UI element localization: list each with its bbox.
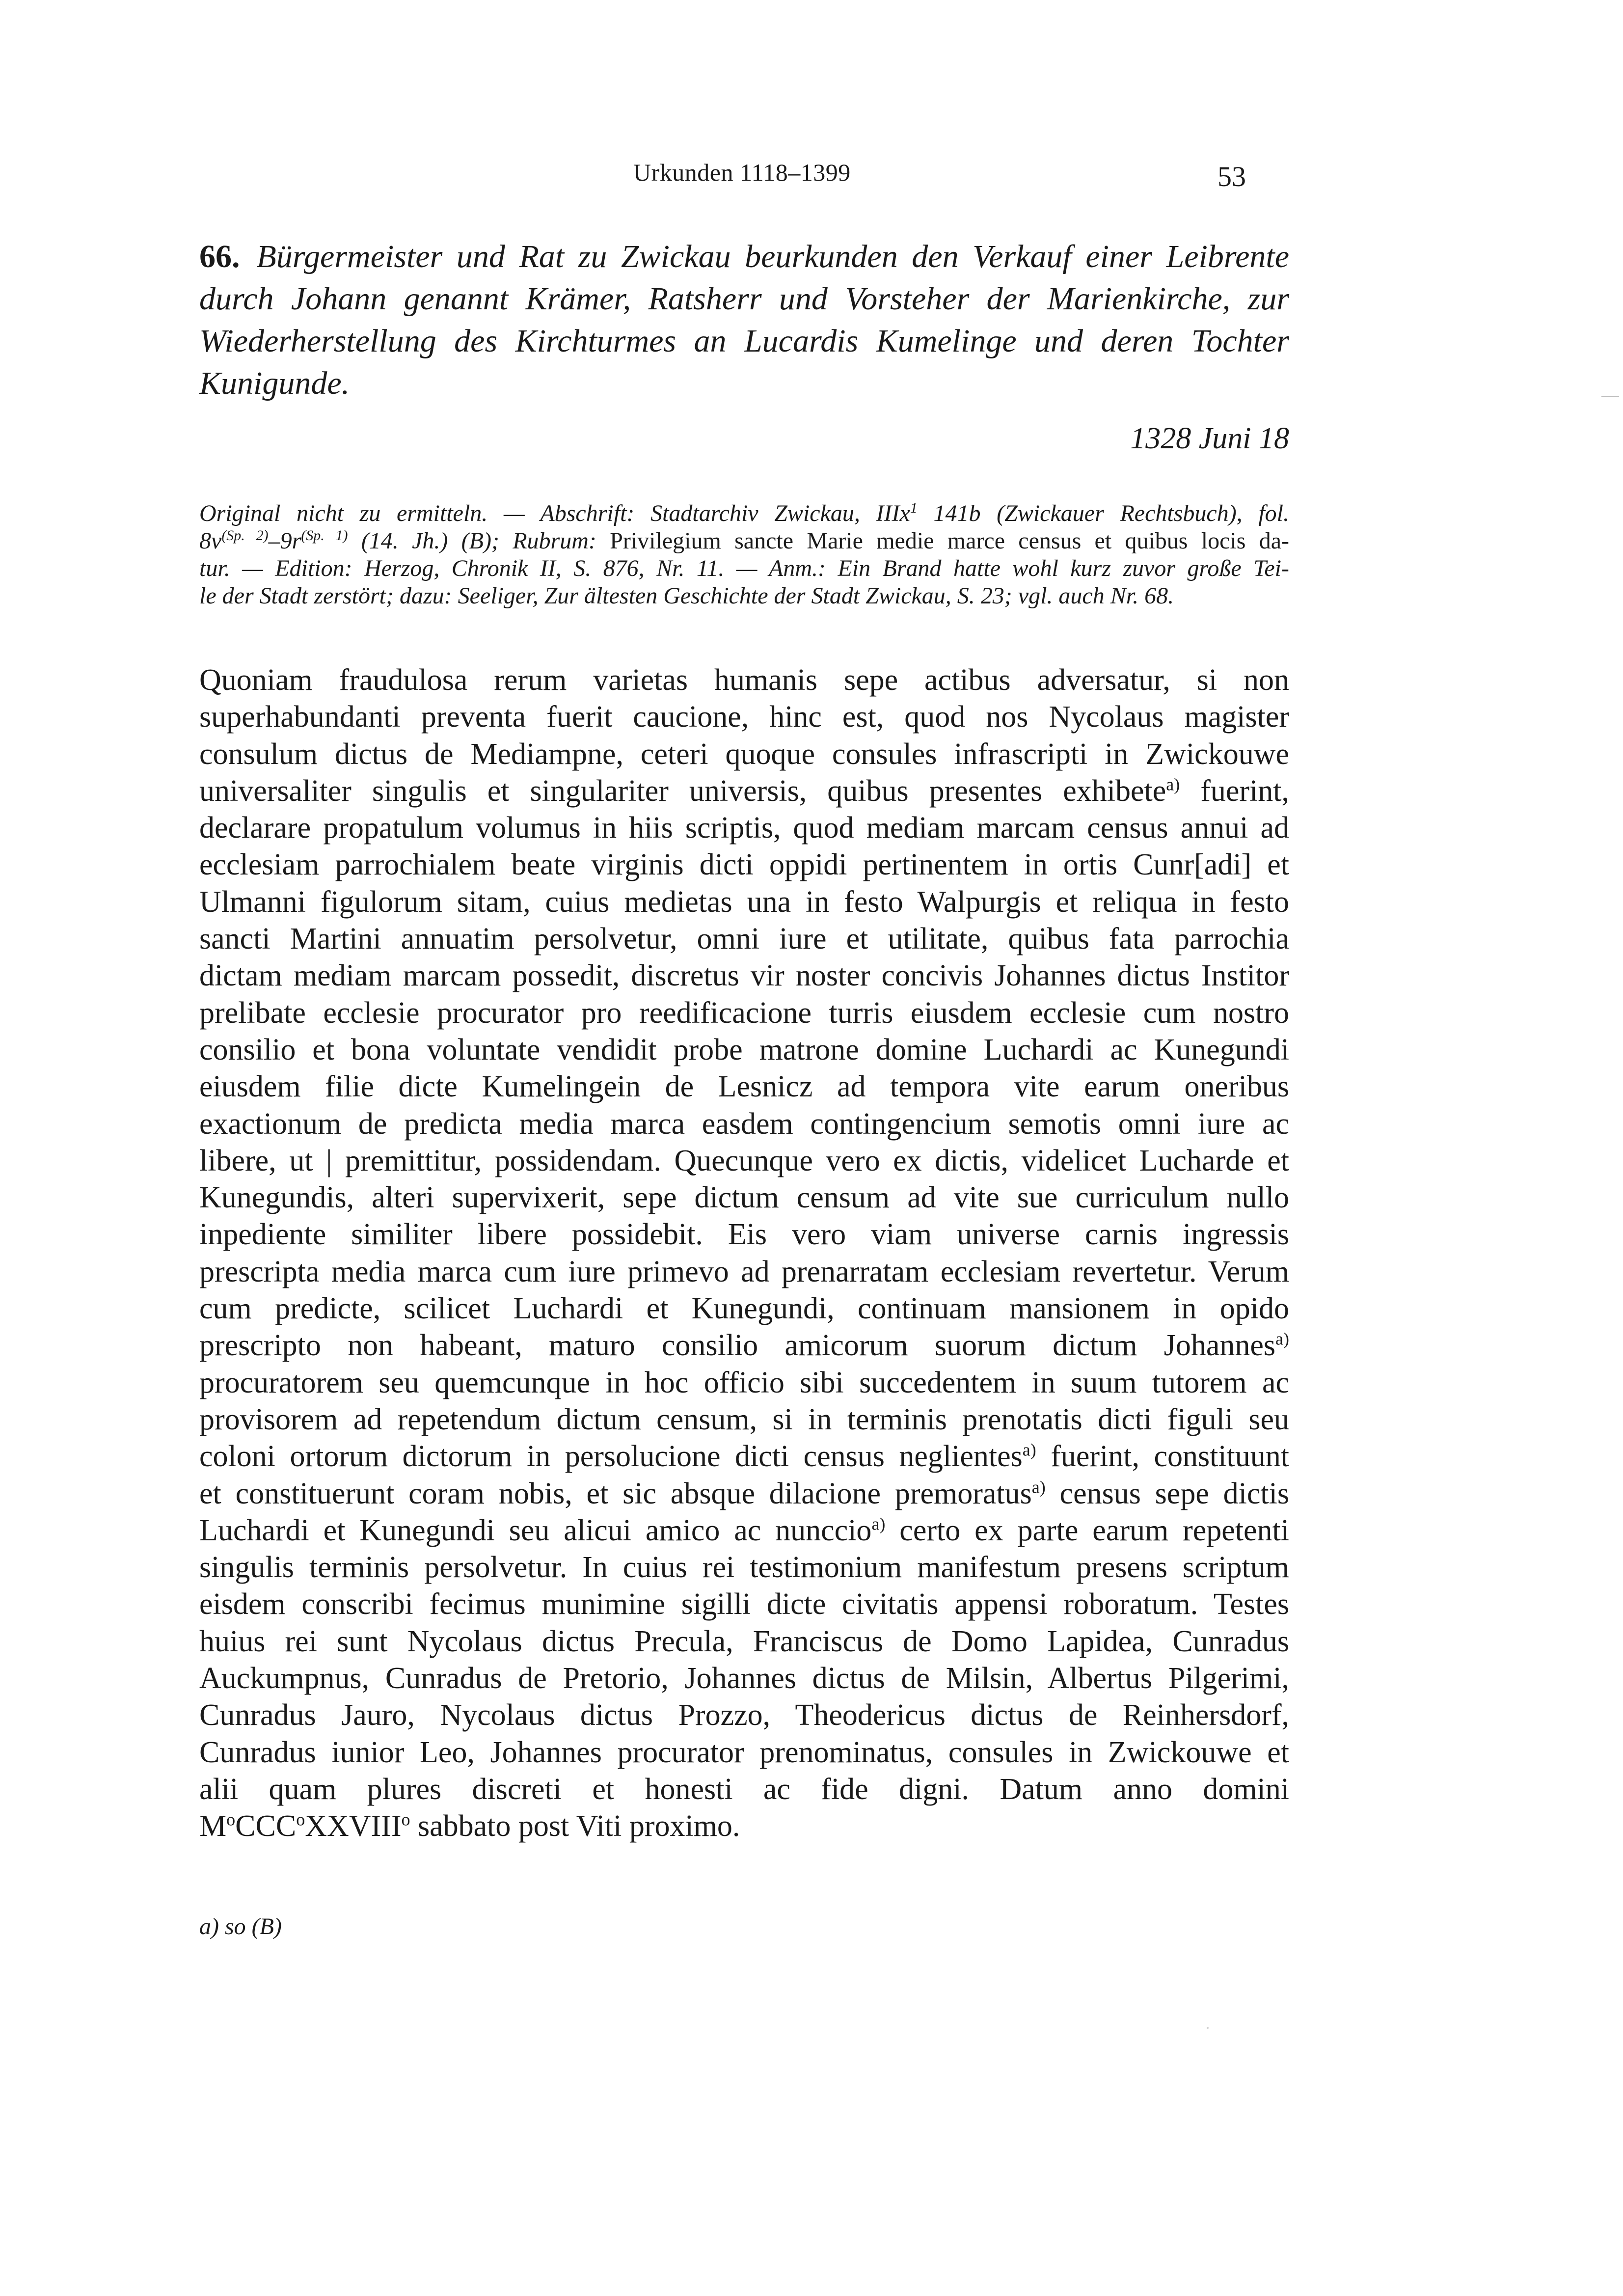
- text-segment: Luchardi et Kunegundi seu alicui amico ac nunccio: [199, 1513, 872, 1547]
- page-number: 53: [1217, 161, 1246, 192]
- apparatus-superscript: (Sp. 1): [301, 527, 348, 544]
- text-segment: universaliter singulis et singulariter universis, quibus presentes exhibete: [199, 774, 1166, 808]
- text-segment: CCC: [235, 1809, 297, 1843]
- text-line: eisdem conscribi fecimus munimine sigilli dicte civitatis appensi roboratum. Testes: [199, 1587, 1289, 1621]
- text-line: sancti Martini annuatim persolvetur, omni iure et utilitate, quibus fata parrochia: [199, 922, 1289, 956]
- text-line: [199, 1808, 1289, 1845]
- text-line: eiusdem filie dicte Kumelingein de Lesnicz ad tempora vite earum oneribus: [199, 1070, 1289, 1104]
- apparatus-text: 141b (Zwickauer Rechtsbuch), fol.: [917, 500, 1290, 526]
- apparatus-line: [199, 527, 1289, 555]
- text-line: superhabundanti preventa fuerit caucione, hinc est, quod nos Nycolaus magister: [199, 700, 1289, 734]
- apparatus-superscript: (Sp. 2): [221, 527, 269, 544]
- document-heading: [199, 236, 1289, 405]
- footnote: a) so (B): [199, 1913, 282, 1940]
- document-number: 66.: [199, 239, 240, 274]
- text-segment: certo ex parte earum repetenti: [885, 1513, 1289, 1547]
- footnote-marker: a): [1031, 1476, 1046, 1497]
- text-line: Quoniam fraudulosa rerum varietas humanis sepe actibus adversatur, si non: [199, 663, 1289, 697]
- text-line: cum predicte, scilicet Luchardi et Kunegundi, continuam mansionem in opido: [199, 1292, 1289, 1326]
- apparatus-line: [199, 582, 1289, 610]
- text-line: libere, ut | premittitur, possidendam. Quecunque vero ex dictis, videlicet Lucharde et: [199, 1144, 1289, 1177]
- critical-apparatus: [199, 500, 1289, 610]
- text-segment: M: [199, 1809, 227, 1843]
- rubrum-text: Privilegium sancte Marie medie marce census et quibus locis da-: [610, 528, 1289, 554]
- document-date: 1328 Juni 18: [1130, 422, 1289, 455]
- ordinal-marker: o: [226, 1809, 236, 1830]
- text-segment: coloni ortorum dictorum in persolucione dicti census neglientes: [199, 1440, 1023, 1474]
- text-line: Auckumpnus, Cunradus de Pretorio, Johannes dictus de Milsin, Albertus Pilgerimi,: [199, 1662, 1289, 1695]
- scan-margin-mark: [1601, 396, 1619, 397]
- text-line: exactionum de predicta media marca easdem contingencium semotis omni iure ac: [199, 1107, 1289, 1141]
- apparatus-text: Original nicht zu ermitteln. — Abschrift: Stadtarchiv Zwickau, IIIx: [199, 500, 910, 526]
- running-head: Urkunden 1118–1399: [633, 159, 851, 186]
- ordinal-marker: o: [296, 1809, 305, 1830]
- text-line: declarare propatulum volumus in hiis scriptis, quod mediam marcam census annui ad: [199, 811, 1289, 845]
- text-line: [199, 1438, 1289, 1475]
- text-line: dictam mediam marcam possedit, discretus vir noster concivis Johannes dictus Institor: [199, 959, 1289, 993]
- text-line: singulis terminis persolvetur. In cuius rei testimonium manifestum presens scriptum: [199, 1551, 1289, 1585]
- text-line: procuratorem seu quemcunque in hoc officio sibi succedentem in suum tutorem ac: [199, 1366, 1289, 1399]
- footnote-marker: a): [1166, 774, 1180, 794]
- apparatus-text: –9r: [268, 528, 301, 554]
- ordinal-marker: o: [401, 1809, 410, 1830]
- text-line: ecclesiam parrochialem beate virginis dicti oppidi pertinentem in ortis Cunr[adi] et: [199, 848, 1289, 882]
- footnote-marker: a): [871, 1514, 886, 1534]
- text-segment: XXVIII: [305, 1809, 402, 1843]
- apparatus-text: tur. — Edition: Herzog, Chronik II, S. 876, Nr. 11. — Anm.: Ein Brand hatte wohl kurz zuvor große Tei-: [199, 555, 1289, 581]
- apparatus-text: 8v: [199, 528, 222, 554]
- footnote-marker: a): [1275, 1329, 1289, 1349]
- text-segment: prescripto non habeant, maturo consilio amicorum suorum dictum Johannes: [199, 1329, 1276, 1363]
- scan-speck: [1207, 2027, 1209, 2029]
- text-line: consilio et bona voluntate vendidit probe matrone domine Luchardi ac Kunegundi: [199, 1033, 1289, 1066]
- text-segment: et constituerunt coram nobis, et sic absque dilacione premoratus: [199, 1476, 1032, 1510]
- footnote-marker: a): [1022, 1440, 1036, 1460]
- text-line: inpediente similiter libere possidebit. Eis vero viam universe carnis ingressis: [199, 1218, 1289, 1252]
- text-line: Ulmanni figulorum sitam, cuius medietas una in festo Walpurgis et reliqua in festo: [199, 885, 1289, 919]
- text-line: [199, 773, 1289, 810]
- charter-text: [199, 662, 1289, 1845]
- apparatus-line: [199, 500, 1289, 527]
- text-segment: fuerint, constituunt: [1036, 1440, 1290, 1474]
- text-line: provisorem ad repetendum dictum censum, si in terminis prenotatis dicti figuli seu: [199, 1402, 1289, 1436]
- text-segment: census sepe dictis: [1045, 1476, 1289, 1510]
- apparatus-text: (14. Jh.) (B); Rubrum:: [348, 528, 610, 554]
- text-segment: sabbato post Viti proximo.: [410, 1809, 740, 1843]
- text-line: [199, 1512, 1289, 1549]
- apparatus-text: le der Stadt zerstört; dazu: Seeliger, Zur ältesten Geschichte der Stadt Zwickau, S. 23; vgl. auch Nr. 68.: [199, 583, 1174, 609]
- text-line: [199, 1327, 1289, 1364]
- text-line: Cunradus iunior Leo, Johannes procurator prenominatus, consules in Zwickouwe et: [199, 1735, 1289, 1769]
- text-line: Kunegundis, alteri supervixerit, sepe dictum censum ad vite sue curriculum nullo: [199, 1181, 1289, 1215]
- text-line: [199, 1476, 1289, 1512]
- text-segment: fuerint,: [1180, 774, 1289, 808]
- document-title: Bürgermeister und Rat zu Zwickau beurkunden den Verkauf einer Leibrente durch Johann genannt Krämer, Ratsherr und Vorsteher der Marienkirche, zur Wiederherstellung des Kirchturmes an Lucardis Kumelinge und deren Tochter Kunigunde.: [199, 239, 1289, 401]
- text-line: prescripta media marca cum iure primevo ad prenarratam ecclesiam revertetur. Verum: [199, 1255, 1289, 1288]
- text-line: consulum dictus de Mediampne, ceteri quoque consules infrascripti in Zwickouwe: [199, 737, 1289, 771]
- text-line: alii quam plures discreti et honesti ac fide digni. Datum anno domini: [199, 1772, 1289, 1806]
- text-line: prelibate ecclesie procurator pro reedificacione turris eiusdem ecclesie cum nostro: [199, 996, 1289, 1030]
- apparatus-superscript: 1: [910, 500, 918, 516]
- apparatus-line: [199, 555, 1289, 582]
- text-line: huius rei sunt Nycolaus dictus Precula, Franciscus de Domo Lapidea, Cunradus: [199, 1624, 1289, 1658]
- text-line: Cunradus Jauro, Nycolaus dictus Prozzo, Theodericus dictus de Reinhersdorf,: [199, 1698, 1289, 1732]
